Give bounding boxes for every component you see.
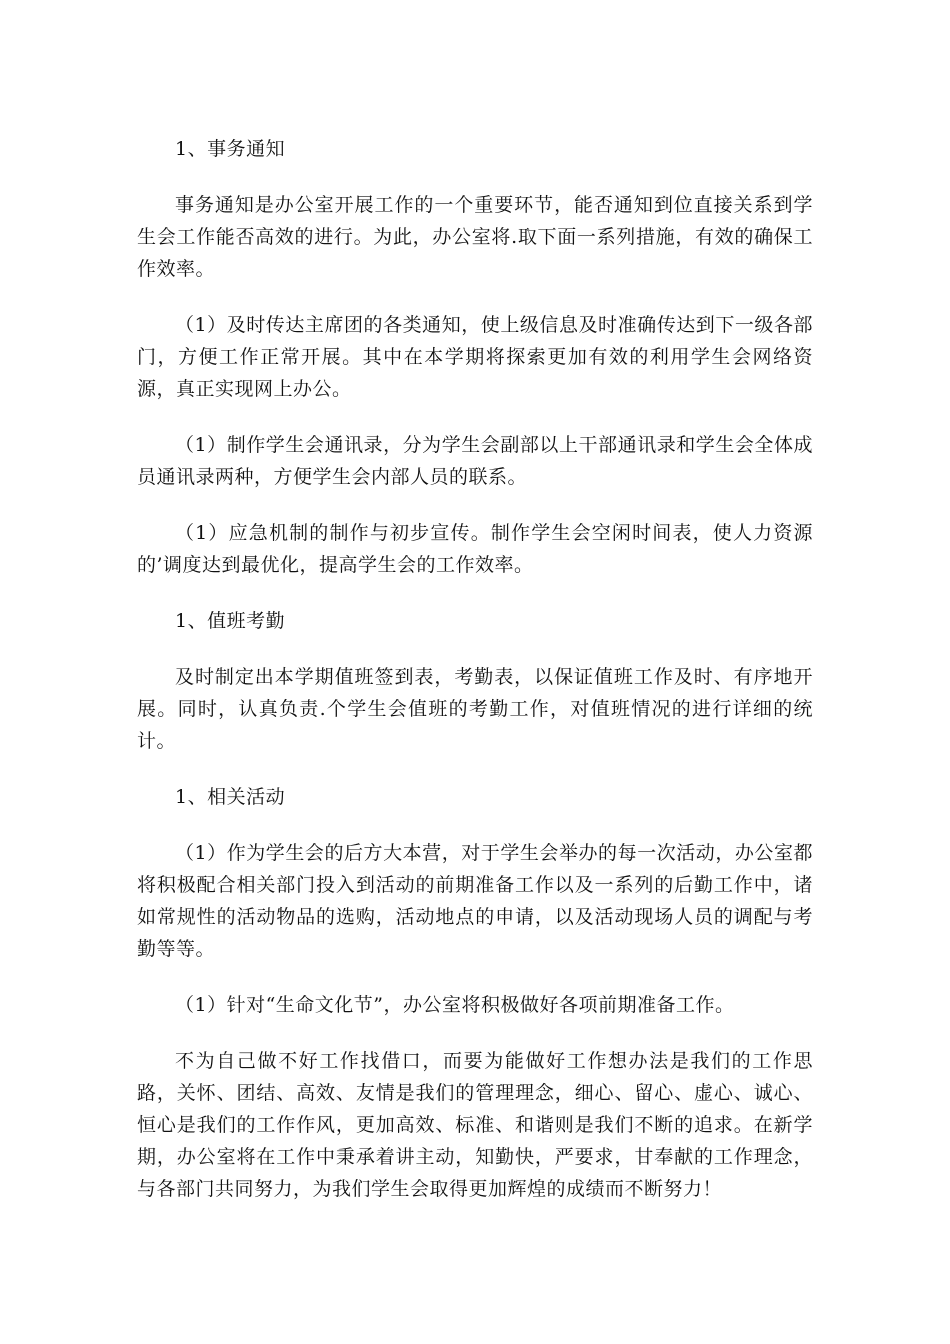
paragraph-activity-support: （1）作为学生会的后方大本营，对于学生会举办的每一次活动，办公室都将积极配合相关部门投入到活动的前期准备工作以及一系列的后勤工作中，诸如常规性的活动物品的选购，活动地点的申请，以及活动现场人员的调配与考勤等等。 [137,842,813,960]
section-heading-notifications: 1、事务通知 [175,138,286,160]
section-heading-duty-attendance: 1、值班考勤 [175,610,286,632]
paragraph-emergency-mechanism: （1）应急机制的制作与初步宣传。制作学生会空闲时间表，使人力资源的’调度达到最优化，提高学生会的工作效率。 [137,522,813,576]
paragraph-duty-attendance: 及时制定出本学期值班签到表，考勤表，以保证值班工作及时、有序地开展。同时，认真负责.个学生会值班的考勤工作，对值班情况的进行详细的统计。 [137,666,813,752]
paragraph-contact-directory: （1）制作学生会通讯录，分为学生会副部以上干部通讯录和学生会全体成员通讯录两种，方便学生会内部人员的联系。 [137,434,813,488]
section-heading-related-activities: 1、相关活动 [175,786,286,808]
paragraph-notice-delivery: （1）及时传达主席团的各类通知，使上级信息及时准确传达到下一级各部门，方便工作正常开展。其中在本学期将探索更加有效的利用学生会网络资源，真正实现网上办公。 [137,314,813,400]
paragraph-notifications-intro: 事务通知是办公室开展工作的一个重要环节，能否通知到位直接关系到学生会工作能否高效的进行。为此，办公室将.取下面一系列措施，有效的确保工作效率。 [137,194,813,280]
paragraph-culture-festival: （1）针对“生命文化节”，办公室将积极做好各项前期准备工作。 [175,994,735,1016]
paragraph-closing-statement: 不为自己做不好工作找借口，而要为能做好工作想办法是我们的工作思路，关怀、团结、高效、友情是我们的管理理念，细心、留心、虚心、诚心、恒心是我们的工作作风，更加高效、标准、和谐则是我们不断的追求。在新学期，办公室将在工作中秉承着讲主动，知勤快，严要求，甘奉献的工作理念，与各部门共同努力，为我们学生会取得更加辉煌的成绩而不断努力！ [137,1050,813,1200]
document-body [137,133,813,1229]
